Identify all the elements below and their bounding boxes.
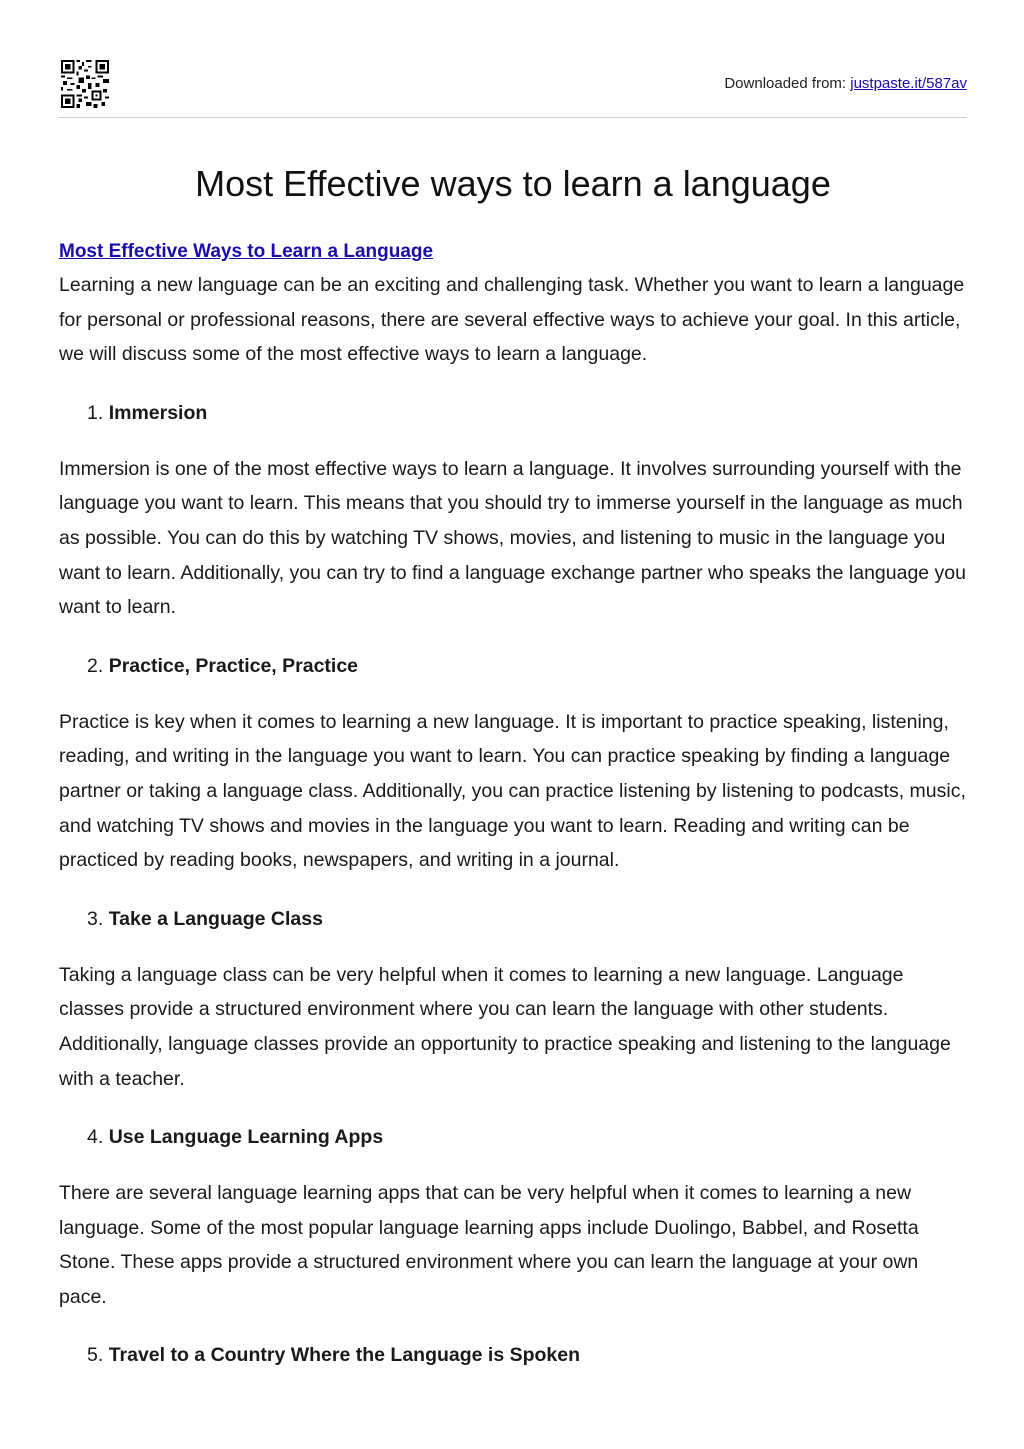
page-title: Most Effective ways to learn a language [195,163,831,204]
section-paragraph: Taking a language class can be very helpful when it comes to learning a new language. Language classes provide a structured environment where you can learn the language with other students. Additionally, language classes provide an opportunity to practice speaking and listening to the language with a teacher. [59,963,951,1090]
item-number: 4. [87,1126,104,1149]
downloaded-from [724,75,967,92]
item-heading-label: Use Language Learning Apps [108,1126,384,1149]
downloaded-label: Downloaded from: [724,75,851,92]
item-heading-label: Practice, Practice, Practice [108,654,359,677]
source-link[interactable]: justpaste.it/587av [850,75,967,92]
item-heading-label: Travel to a Country Where the Language is Spoken [108,1344,581,1367]
item-number: 5. [87,1344,104,1367]
section-paragraph: Practice is key when it comes to learning a new language. It is important to practice speaking, listening, reading, and writing in the language you want to learn. You can practice speaking by finding a language partner or taking a language class. Additionally, you can practice listening by listening to podcasts, music, and watching TV shows and movies in the language you want to learn. Reading and writing can be practiced by reading books, newspapers, and writing in a journal. [59,710,966,872]
intro-paragraph: Learning a new language can be an exciting and challenging task. Whether you want to learn a language for personal or professional reasons, there are several effective ways to achieve your goal. In this article, we will discuss some of the most effective ways to learn a language. [59,274,965,366]
item-number: 2. [87,654,104,677]
item-heading-label: Immersion [108,401,208,424]
qr-code-icon [61,60,109,108]
list-item-heading [87,396,967,430]
item-number: 3. [87,907,104,930]
item-number: 1. [87,401,104,424]
section-paragraph: Immersion is one of the most effective ways to learn a language. It involves surrounding yourself with the language you want to learn. This means that you should try to immerse yourself in the language as much as possible. You can do this by watching TV shows, movies, and listening to music in the language you want to learn. Additionally, you can try to find a language exchange partner who speaks the language you want to learn. [59,457,966,619]
list-item-heading [87,902,967,936]
page-header [59,0,967,118]
item-heading-label: Take a Language Class [108,907,323,930]
list-item-heading [87,1120,967,1154]
article-link[interactable]: Most Effective Ways to Learn a Language [59,241,434,262]
list-item-heading [87,1338,967,1372]
section-paragraph: There are several language learning apps that can be very helpful when it comes to learning a new language. Some of the most popular language learning apps include Duolingo, Babbel, and Rosetta Stone. These apps provide a structured environment where you can learn the language at your own pace. [59,1182,919,1308]
list-item-heading [87,649,967,683]
document-page [59,0,967,1372]
